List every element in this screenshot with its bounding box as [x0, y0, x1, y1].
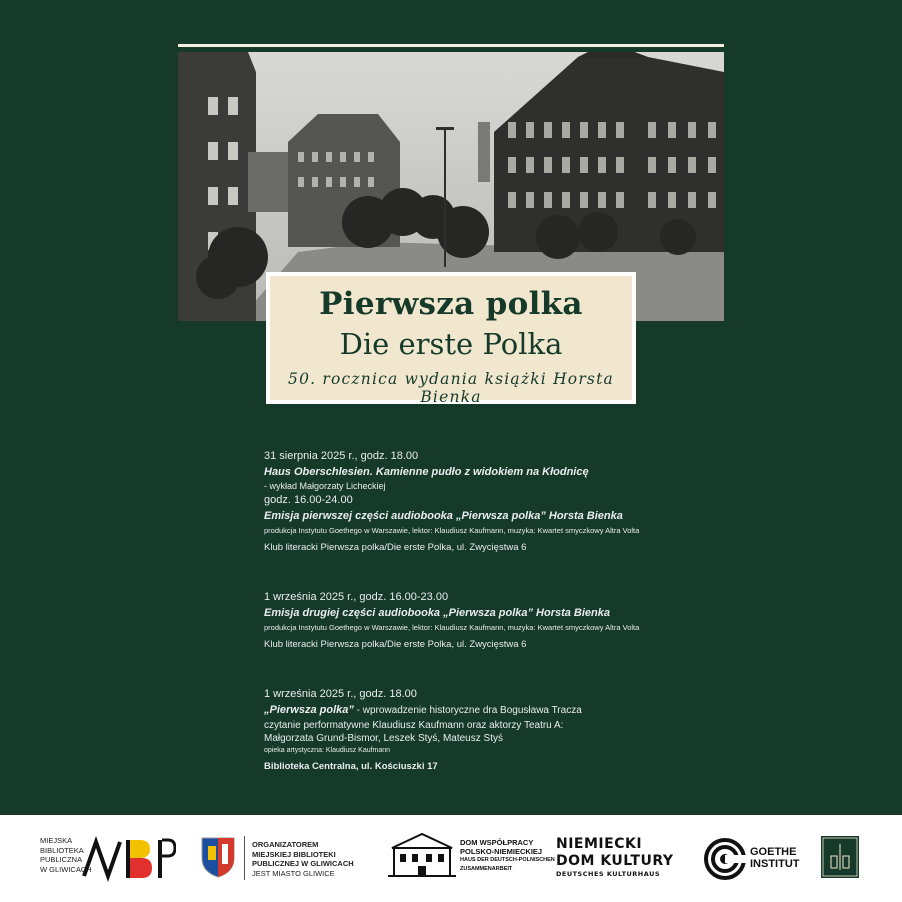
event-date: 1 września 2025 r., godz. 18.00	[264, 688, 417, 700]
dom-line-2: POLSKO-NIEMIECKIEJ	[460, 847, 543, 856]
dom-wspolpracy-text	[460, 838, 555, 874]
event-2	[264, 589, 724, 652]
niemiecki-dom-kultury-logo	[556, 836, 673, 879]
dom-line-4: ZUSAMMENARBEIT	[460, 866, 513, 872]
event-list	[264, 448, 724, 774]
mbp-line-3: PUBLICZNA	[40, 855, 83, 864]
event-credits: produkcja Instytutu Goethego w Warszawie, lektor: Klaudiusz Kaufmann, muzyka: Kwartet smyczkowy Altra Volta	[264, 623, 640, 632]
event-location: Klub literacki Pierwsza polka/Die erste Polka, ul. Zwycięstwa 6	[264, 639, 527, 650]
event-3	[264, 686, 724, 774]
dom-line-3: HAUS DER DEUTSCH-POLNISCHEN	[460, 857, 555, 863]
event-title-line	[264, 702, 724, 719]
title-subtitle: 50. rocznica wydania książki Horsta Bienka	[288, 370, 614, 406]
event-reading-line-2: Małgorzata Grund-Bismor, Leszek Styś, Mateusz Styś	[264, 733, 503, 744]
gliwice-crest-icon	[200, 836, 236, 883]
event-title: Haus Oberschlesien. Kamienne pudło z widokiem na Kłodnicę	[264, 466, 589, 478]
event-location: Klub literacki Pierwsza polka/Die erste Polka, ul. Zwycięstwa 6	[264, 542, 527, 553]
organizer-line-2: MIEJSKIEJ BIBLIOTEKI	[252, 849, 336, 859]
mbp-line-2: BIBLIOTEKA	[40, 845, 84, 855]
organizer-divider	[244, 836, 245, 880]
event-title-suffix: - wprowadzenie historyczne dra Bogusława Tracza	[353, 705, 582, 716]
ndk-line-1: NIEMIECKI	[556, 836, 643, 852]
ndk-line-3: DEUTSCHES KULTURHAUS	[556, 870, 661, 878]
ndk-line-2: DOM KULTURY	[556, 853, 674, 869]
dom-line-1: DOM WSPÓŁPRACY	[460, 838, 534, 847]
event-title: Emisja drugiej części audiobooka „Pierwsza polka” Horsta Bienka	[264, 607, 611, 619]
event-reading-line-1: czytanie performatywne Klaudiusz Kaufmann oraz aktorzy Teatru A:	[264, 720, 564, 731]
event-1	[264, 448, 724, 555]
event-note: - wykład Małgorzaty Licheckiej	[264, 481, 386, 491]
top-divider-line	[178, 44, 724, 47]
event-credits: opieka artystyczna: Klaudiusz Kaufmann	[264, 747, 391, 754]
event-date: 31 sierpnia 2025 r., godz. 18.00	[264, 450, 419, 462]
mbp-logo-mark	[80, 836, 176, 887]
event-credits: produkcja Instytutu Goethego w Warszawie, lektor: Klaudiusz Kaufmann, muzyka: Kwartet smyczkowy Altra Volta	[264, 526, 640, 535]
mbp-line-1: MIEJSKA	[40, 836, 73, 845]
organizer-text	[252, 840, 354, 878]
event-location: Biblioteka Centralna, ul. Kościuszki 17	[264, 761, 438, 772]
event-title-2: Emisja pierwszej części audiobooka „Pierwsza polka” Horsta Bienka	[264, 510, 623, 522]
title-german: Die erste Polka	[339, 327, 563, 361]
pierwsza-polka-club-logo	[821, 836, 859, 878]
organizer-line-4: JEST MIASTO GLIWICE	[252, 868, 335, 878]
organizer-line-1: ORGANIZATOREM	[252, 840, 319, 849]
title-polish: Pierwsza polka	[319, 286, 583, 322]
title-box	[270, 276, 632, 406]
mbp-line-4: W GLIWICACH	[40, 864, 92, 874]
event-time: godz. 16.00-24.00	[264, 494, 353, 506]
goethe-line-1: GOETHE	[750, 846, 797, 858]
organizer-line-3: PUBLICZNEJ W GLIWICACH	[252, 859, 354, 868]
event-title: „Pierwsza polka”	[264, 704, 354, 716]
event-date: 1 września 2025 r., godz. 16.00-23.00	[264, 591, 449, 603]
goethe-line-2: INSTITUT	[750, 858, 800, 870]
goethe-institut-icon	[704, 838, 746, 885]
goethe-institut-text	[750, 846, 800, 870]
dom-wspolpracy-building-icon	[388, 832, 456, 885]
